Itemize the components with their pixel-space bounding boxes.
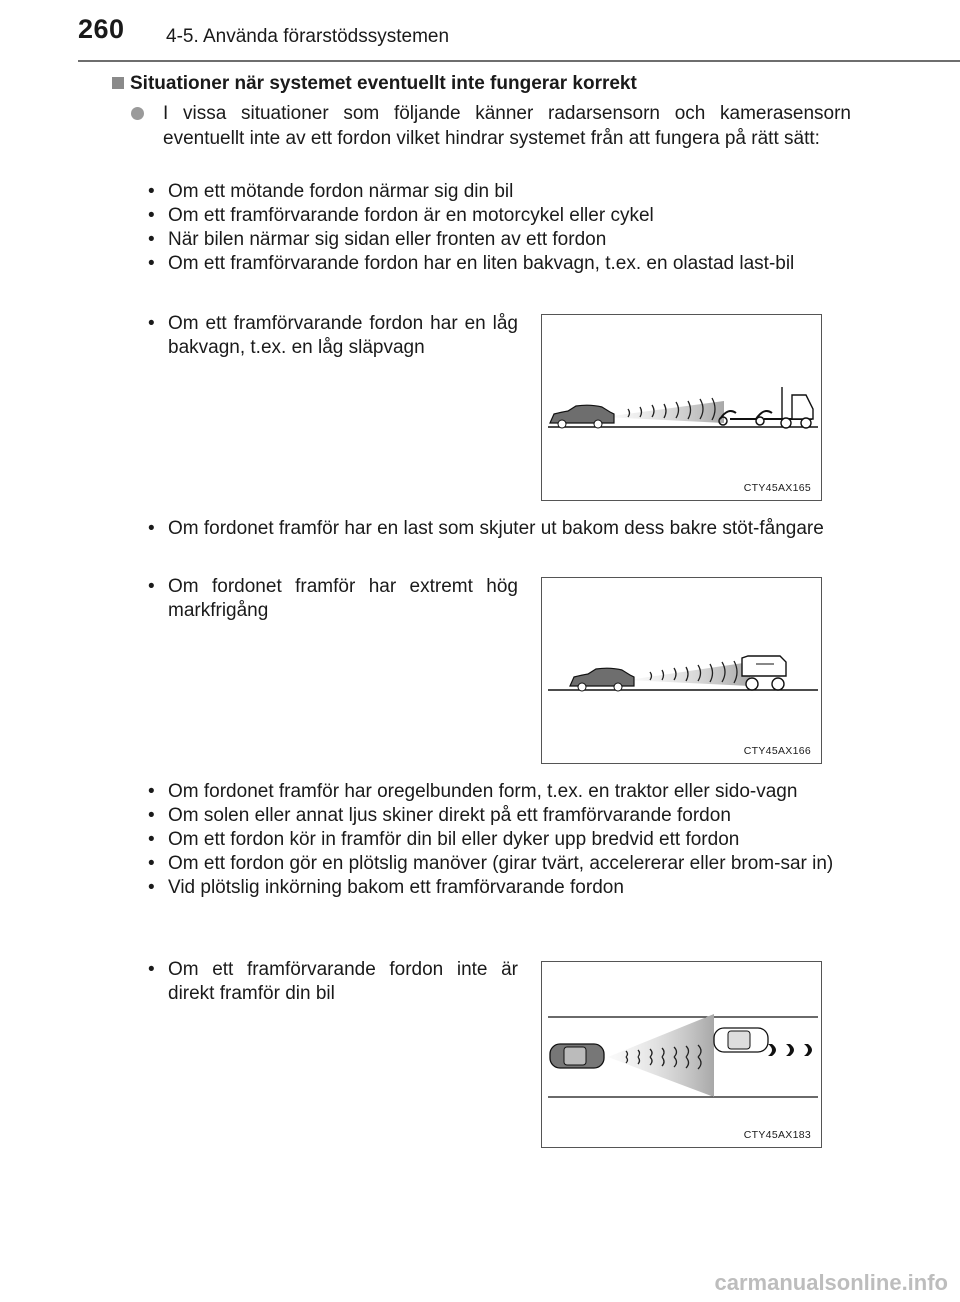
list-item: • Om ett framförvarande fordon har en låg bakvagn, t.ex. en låg släpvagn — [148, 312, 518, 360]
list-item: • Om ett mötande fordon närmar sig din bil — [148, 180, 843, 204]
not-directly-ahead-item — [148, 958, 518, 1006]
list-item: • När bilen närmar sig sidan eller fronten av ett fordon — [148, 228, 843, 252]
list-item: • Om ett framförvarande fordon har en liten bakvagn, t.ex. en olastad last-bil — [148, 252, 843, 276]
situation-list-1 — [148, 180, 843, 276]
list-item: • Om ett framförvarande fordon inte är direkt framför din bil — [148, 958, 518, 1006]
figure-code: CTY45AX183 — [743, 1129, 811, 1141]
section-heading — [112, 73, 637, 95]
intro-paragraph — [131, 101, 851, 151]
figure-code: CTY45AX165 — [743, 482, 811, 494]
list-item: • Vid plötslig inkörning bakom ett framförvarande fordon — [148, 876, 843, 900]
list-item: • Om fordonet framför har oregelbunden form, t.ex. en traktor eller sido-vagn — [148, 780, 843, 804]
list-item: • Om fordonet framför har extremt hög markfrigång — [148, 575, 518, 623]
figure-low-trailer — [541, 314, 822, 501]
square-bullet-icon — [112, 77, 124, 89]
list-item: • Om ett framförvarande fordon är en motorcykel eller cykel — [148, 204, 843, 228]
low-trailer-item — [148, 312, 518, 360]
situation-list-2 — [148, 780, 843, 900]
figure-code: CTY45AX166 — [743, 745, 811, 757]
page-header — [0, 0, 960, 62]
section-title: 4-5. Använda förarstödssystemen — [166, 26, 450, 47]
round-bullet-icon — [131, 107, 144, 120]
load-item — [148, 517, 843, 541]
list-item: • Om fordonet framför har en last som skjuter ut bakom dess bakre stöt-fångare — [148, 517, 843, 541]
list-item: • Om ett fordon gör en plötslig manöver (girar tvärt, accelererar eller brom-sar in) — [148, 852, 843, 876]
heading-text: Situationer när systemet eventuellt inte fungerar korrekt — [130, 73, 637, 94]
list-item: • Om solen eller annat ljus skiner direkt på ett framförvarande fordon — [148, 804, 843, 828]
page-number: 260 — [78, 14, 125, 44]
high-clearance-item — [148, 575, 518, 623]
figure-offset-vehicle — [541, 961, 822, 1148]
watermark-footer: carmanualsonline.info — [714, 1270, 948, 1295]
intro-text: I vissa situationer som följande känner radarsensorn och kamerasensorn eventuellt inte av ett fordon vilket hindrar systemet från att fungera på rätt sätt: — [163, 103, 851, 149]
header-divider — [78, 60, 960, 62]
list-item: • Om ett fordon kör in framför din bil eller dyker upp bredvid ett fordon — [148, 828, 843, 852]
figure-high-clearance — [541, 577, 822, 764]
